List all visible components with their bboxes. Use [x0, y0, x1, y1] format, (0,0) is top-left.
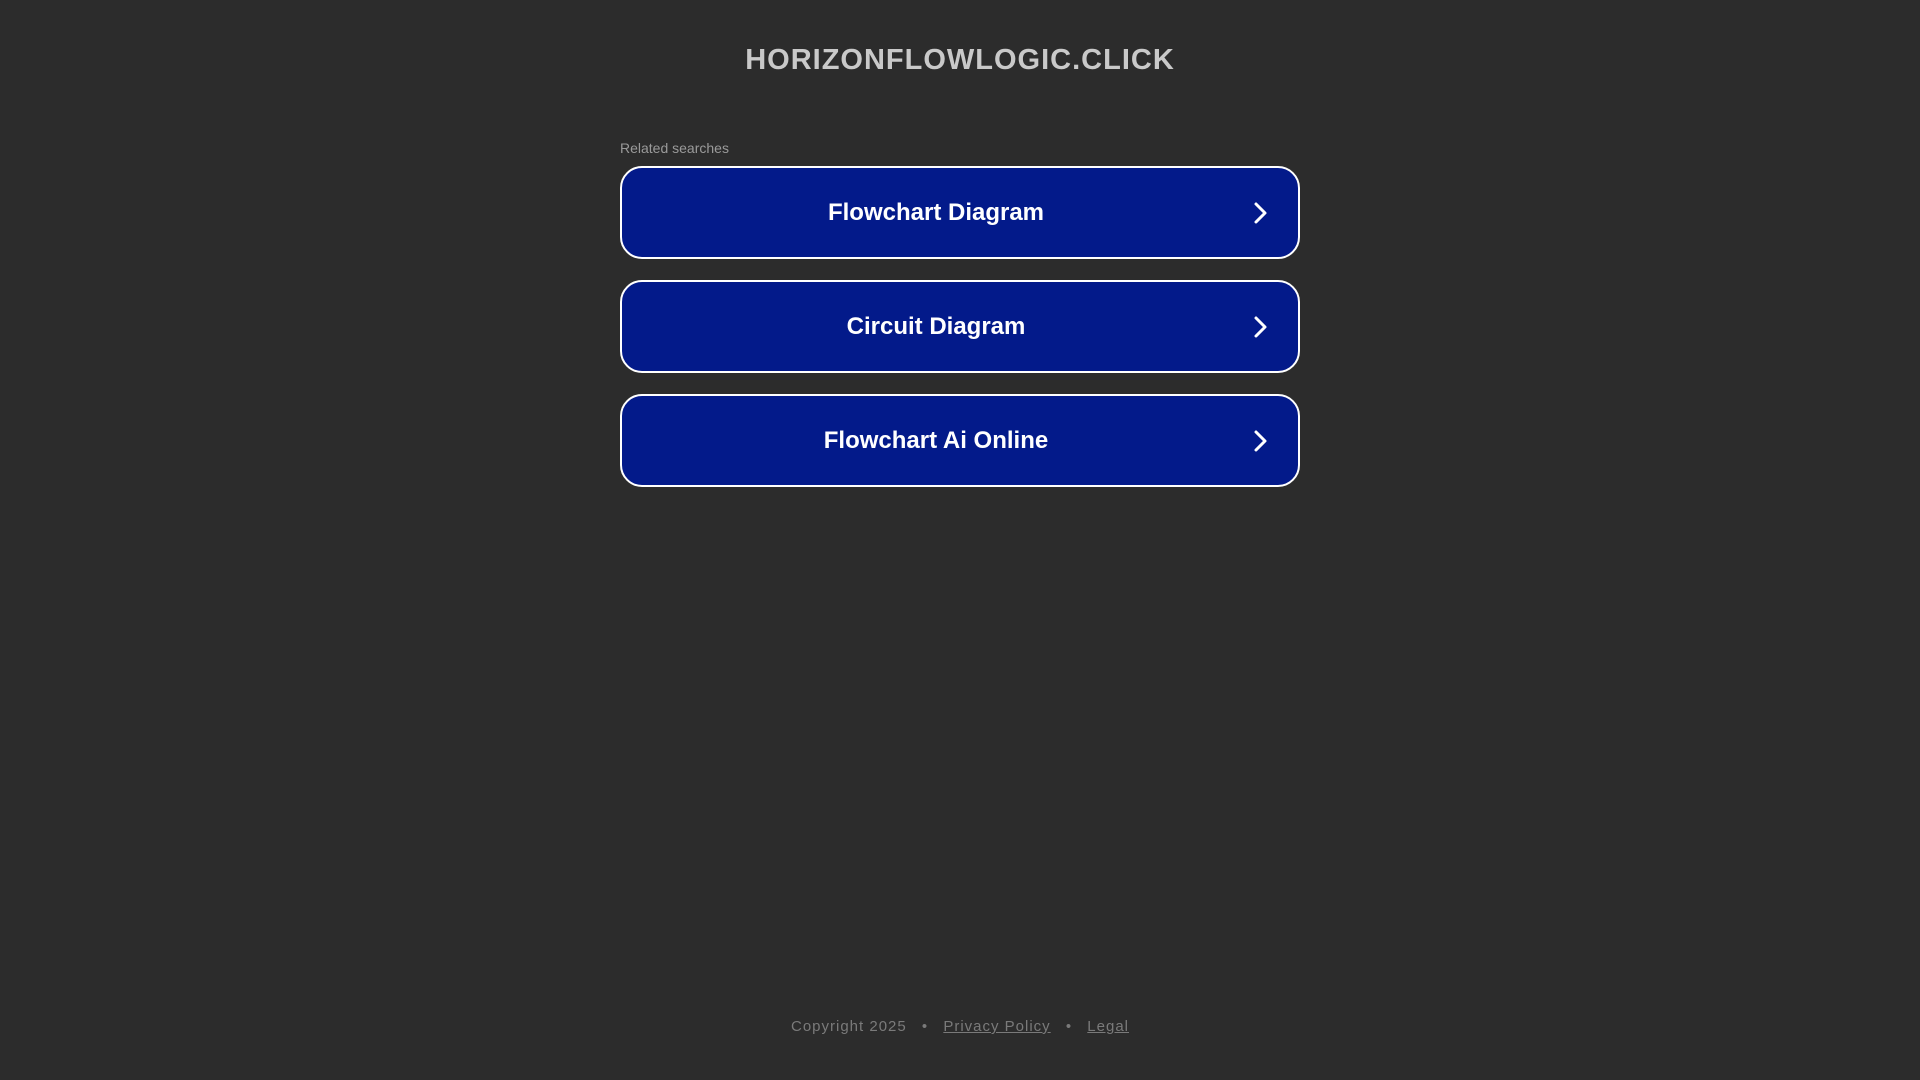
legal-link[interactable]: Legal [1087, 1018, 1129, 1035]
domain-title: HORIZONFLOWLOGIC.CLICK [745, 44, 1175, 76]
copyright-text: Copyright 2025 [790, 1018, 907, 1035]
chevron-right-icon [1248, 429, 1272, 453]
search-button-flowchart-ai-online[interactable] [620, 394, 1300, 487]
related-searches-label: Related searches [620, 140, 729, 156]
footer-separator: • [1065, 1018, 1073, 1035]
privacy-policy-link[interactable]: Privacy Policy [943, 1018, 1051, 1035]
search-button-label: Flowchart Ai Online [823, 426, 1049, 454]
search-button-circuit-diagram[interactable] [620, 280, 1300, 373]
search-button-flowchart-diagram[interactable] [620, 166, 1300, 259]
chevron-right-icon [1248, 315, 1272, 339]
chevron-right-icon [1248, 201, 1272, 225]
search-button-label: Circuit Diagram [846, 312, 1026, 340]
search-button-label: Flowchart Diagram [827, 198, 1045, 226]
footer-separator: • [921, 1018, 929, 1035]
related-searches [620, 140, 1300, 508]
footer [0, 1018, 1920, 1035]
